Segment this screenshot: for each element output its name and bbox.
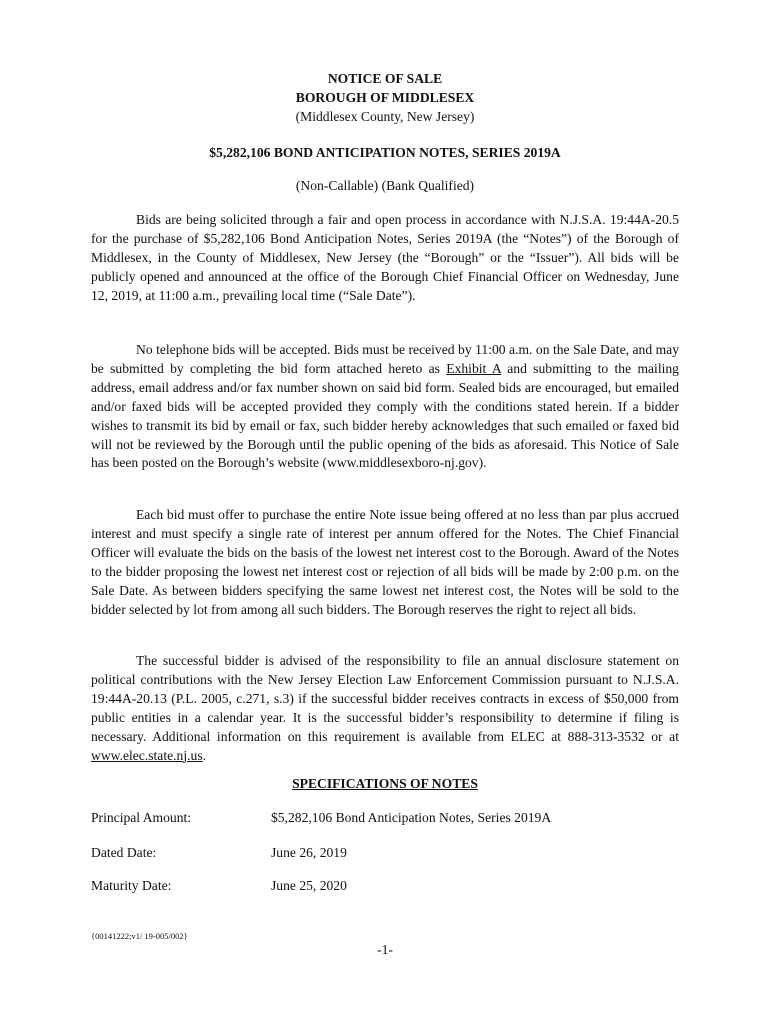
- p2-text-before: No telephone bids will be accepted. Bids must be received by 11:00 a.m. on the Sale Date, and may be submitted by completing the bid form attached hereto as: [91, 342, 679, 376]
- document-id: {00141222;v1/ 19-005/002}: [91, 931, 188, 941]
- principal-amount-value: $5,282,106 Bond Anticipation Notes, Series 2019A: [271, 810, 552, 825]
- p4-text-before: The successful bidder is advised of the responsibility to file an annual disclosure statement on political contributions with the New Jersey Election Law Enforcement Commission pursuant to N.J.S.A. 19:44A-20.13 (P.L. 2005, c.271, s.3) if the successful bidder receives contracts in excess of $50,000 from public entities in a calendar year. It is the successful bidder’s responsibility to determine if filing is necessary. Additional information on this requirement is available from ELEC at 888-313-3532 or at: [91, 653, 679, 744]
- paragraph-bid-submission: [91, 341, 679, 473]
- county-subheading: (Middlesex County, New Jersey): [295, 109, 475, 124]
- issue-heading: $5,282,106 BOND ANTICIPATION NOTES, SERIES 2019A: [209, 145, 561, 160]
- dated-date-label: Dated Date:: [91, 845, 157, 860]
- page-number: -1-: [377, 942, 393, 957]
- p2-text-after: and submitting to the mailing address, email address and/or fax number shown on said bid form. Sealed bids are encouraged, but emailed and/or faxed bids will be accepted provided they comply with the conditions stated herein. If a bidder wishes to transmit its bid by email or fax, such bidder hereby acknowledges that such emailed or faxed bid will not be reviewed by the Borough until the public opening of the bids as aforesaid. This Notice of Sale has been posted on the Borough’s website (www.middlesexboro-nj.gov).: [91, 360, 679, 471]
- principal-amount-label: Principal Amount:: [91, 810, 192, 825]
- exhibit-a-reference: Exhibit A: [446, 360, 501, 376]
- paragraph-bid-terms: Each bid must offer to purchase the entire Note issue being offered at no less than par plus accrued interest and must specify a single rate of interest per annum offered for the Notes. The Chief Financial Officer will evaluate the bids on the basis of the lowest net interest cost to the Borough. Award of the Notes to the bidder proposing the lowest net interest cost or rejection of all bids will be made by 2:00 p.m. on the Sale Date. As between bidders specifying the same lowest net interest cost, the Notes will be sold to the bidder selected by lot from among all such bidders. The Borough reserves the right to reject all bids.: [91, 507, 679, 617]
- paragraph-elec-disclosure: [91, 652, 679, 765]
- p4-text-after: .: [202, 747, 207, 763]
- specifications-heading: SPECIFICATIONS OF NOTES: [292, 776, 478, 791]
- terms-line: (Non-Callable) (Bank Qualified): [295, 178, 475, 193]
- maturity-date-label: Maturity Date:: [91, 878, 172, 893]
- maturity-date-value: June 25, 2020: [271, 878, 347, 893]
- paragraph-solicitation: Bids are being solicited through a fair and open process in accordance with N.J.S.A. 19:44A-20.5 for the purchase of $5,282,106 Bond Anticipation Notes, Series 2019A (the “Notes”) of the Borough of Middlesex, in the County of Middlesex, New Jersey (the “Borough” or the “Issuer”). All bids will be publicly opened and announced at the office of the Borough Chief Financial Officer on Wednesday, June 12, 2019, at 11:00 a.m., prevailing local time (“Sale Date”).: [91, 212, 679, 303]
- notice-title: NOTICE OF SALE: [327, 71, 443, 86]
- borough-heading: BOROUGH OF MIDDLESEX: [295, 90, 475, 105]
- elec-website-link[interactable]: www.elec.state.nj.us: [91, 747, 203, 763]
- dated-date-value: June 26, 2019: [271, 845, 347, 860]
